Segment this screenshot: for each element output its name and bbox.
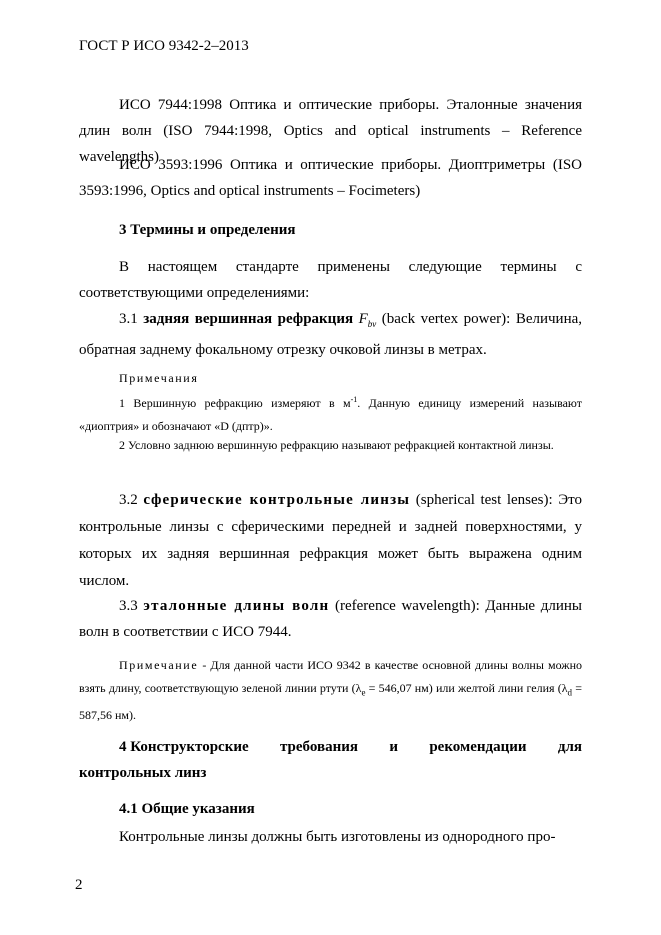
section-4-heading-line-2: контрольных линз bbox=[79, 765, 207, 781]
term-3-1-definition: (back vertex power): Величина, обратная заднему фокальному отрезку очковой линзы в метрах. bbox=[79, 311, 583, 358]
notes-title: Примечания bbox=[119, 371, 199, 385]
term-3-1-number: 3.1 bbox=[119, 311, 138, 327]
term-3-3-number: 3.3 bbox=[119, 598, 138, 614]
term-3-2-name: сферические контрольные линзы bbox=[143, 492, 411, 508]
note-2: 2 Условно заднюю вершинную рефракцию называют рефракцией контактной линзы. bbox=[119, 438, 554, 452]
page-header: ГОСТ Р ИСО 9342-2–2013 bbox=[79, 38, 249, 54]
term-3-1 bbox=[79, 306, 582, 363]
note-1: 1 Вершинную рефракцию измеряют в $м^{-1}$. Данную единицу измерений называют «диоптрия» и обозначают «D (дптр)». bbox=[79, 395, 582, 433]
term-3-1-symbol: $F_{bv}$ bbox=[358, 311, 377, 329]
section-4-1-text: Контрольные линзы должны быть изготовлены из однородного про- bbox=[119, 829, 556, 845]
reference-iso-7944: ИСО 7944:1998 Оптика и оптические приборы. Эталонные значения длин волн (ISO 7944:1998, Optics and optical instruments – Reference wavelengths) bbox=[79, 97, 582, 165]
term-3-3 bbox=[79, 593, 582, 645]
note-3: Примечание - Для данной части ИСО 9342 в качестве основной длины волны можно взять длину, соответствующую зеленой линии ртути ($\lambda_e = 546,07$ нм) или желтой лини гелия ($\lambda_d = 587,56$ нм). bbox=[79, 658, 582, 723]
section-3-heading: 3 Термины и определения bbox=[119, 222, 296, 238]
term-3-2-definition: (spherical test lenses): Это контрольные линзы с сферическими передней и задней поверхностями, у которых их задняя вершинная рефракция может быть выражена одним числом. bbox=[79, 492, 582, 589]
section-3-intro: В настоящем стандарте применены следующие термины с соответствующими определениями: bbox=[79, 259, 582, 301]
term-3-2-number: 3.2 bbox=[119, 492, 138, 508]
term-3-1-name: задняя вершинная рефракция bbox=[143, 311, 354, 327]
page-number: 2 bbox=[75, 877, 83, 893]
term-3-2 bbox=[79, 487, 582, 595]
term-3-3-definition: (reference wavelength): Данные длины волн в соответствии с ИСО 7944. bbox=[79, 598, 582, 640]
subsection-4-1-heading: 4.1 Общие указания bbox=[119, 801, 255, 817]
reference-iso-3593: ИСО 3593:1996 Оптика и оптические приборы. Диоптриметры (ISO 3593:1996, Optics and optical instruments – Focimeters) bbox=[79, 157, 582, 199]
term-3-3-name: эталонные длины волн bbox=[143, 598, 330, 614]
section-4-heading-line-1: 4 Конструкторские требования и рекомендации для bbox=[119, 739, 582, 755]
